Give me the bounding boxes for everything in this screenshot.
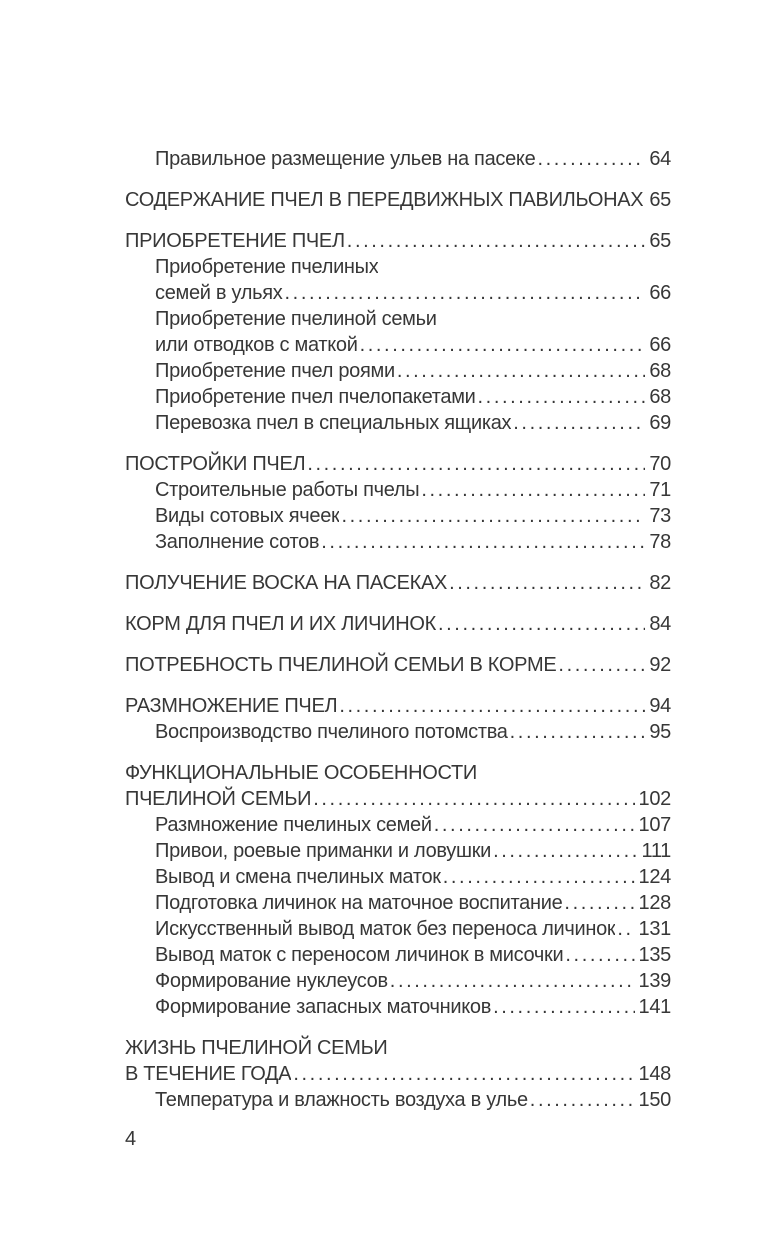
- toc-entry: [125, 786, 671, 812]
- toc-entry-page: 69: [649, 412, 671, 434]
- dot-leader: [421, 477, 645, 503]
- toc-entry-page: 141: [638, 996, 671, 1018]
- toc-entry-page: 73: [649, 505, 671, 527]
- dot-leader: [341, 503, 645, 529]
- dot-leader: [565, 942, 634, 968]
- toc-entry-page: 82: [649, 572, 671, 594]
- dot-leader: [513, 410, 645, 436]
- dot-leader: [443, 864, 635, 890]
- toc-entry-title: Строительные работы пчелы: [155, 479, 420, 501]
- toc-entry-title: ПОТРЕБНОСТЬ ПЧЕЛИНОЙ СЕМЬИ В КОРМЕ: [125, 654, 557, 676]
- toc-entry-title: Перевозка пчел в специальных ящиках: [155, 412, 512, 434]
- dot-leader: [360, 332, 646, 358]
- dot-leader: [530, 1087, 635, 1113]
- toc-entry: [125, 570, 671, 596]
- toc-entry-title: РАЗМНОЖЕНИЕ ПЧЕЛ: [125, 695, 338, 717]
- toc-entry-page: 70: [649, 453, 671, 475]
- toc-entry-page: 102: [638, 788, 671, 810]
- toc-entry-page: 68: [649, 360, 671, 382]
- toc-entry-title: Приобретение пчел пчелопакетами: [155, 386, 476, 408]
- toc-entry: [125, 306, 671, 332]
- dot-leader: [478, 384, 646, 410]
- toc-entry-title: ЖИЗНЬ ПЧЕЛИНОЙ СЕМЬИ: [125, 1037, 388, 1059]
- toc-entry-page: 111: [641, 840, 671, 862]
- toc-entry-page: 92: [649, 654, 671, 676]
- toc-entry-page: 135: [638, 944, 671, 966]
- toc-entry-title: КОРМ ДЛЯ ПЧЕЛ И ИХ ЛИЧИНОК: [125, 613, 436, 635]
- toc-entry: [125, 968, 671, 994]
- toc-entry: [125, 280, 671, 306]
- toc-entry-page: 66: [649, 282, 671, 304]
- toc-entry-title: Правильное размещение ульев на пасеке: [155, 148, 536, 170]
- dot-leader: [493, 838, 637, 864]
- toc-entry: [125, 384, 671, 410]
- toc-entry-page: 131: [638, 918, 671, 940]
- dot-leader: [537, 146, 645, 172]
- dot-leader: [493, 994, 634, 1020]
- toc-entry-title: Приобретение пчелиной семьи: [155, 308, 437, 330]
- dot-leader: [307, 451, 645, 477]
- toc-entry: [125, 187, 671, 213]
- toc-entry-title: ПОЛУЧЕНИЕ ВОСКА НА ПАСЕКАХ: [125, 572, 448, 594]
- toc-entry-page: 84: [649, 613, 671, 635]
- dot-leader: [293, 1061, 634, 1087]
- toc-entry-title: Воспроизводство пчелиного потомства: [155, 721, 508, 743]
- toc-entry-title: ПРИОБРЕТЕНИЕ ПЧЕЛ: [125, 230, 345, 252]
- toc-entry: [125, 916, 671, 942]
- toc-entry: [125, 410, 671, 436]
- toc-entry-title: Искусственный вывод маток без переноса личинок: [155, 918, 616, 940]
- toc-entry-title: Формирование запасных маточников: [155, 996, 492, 1018]
- toc-entry: [125, 1035, 671, 1061]
- toc-entry-page: 148: [638, 1063, 671, 1085]
- toc-entry: [125, 652, 671, 678]
- toc-list: [125, 146, 671, 1113]
- toc-entry: [125, 812, 671, 838]
- toc-entry: [125, 477, 671, 503]
- toc-entry-title: ПОСТРОЙКИ ПЧЕЛ: [125, 453, 306, 475]
- toc-entry-title: Вывод маток с переносом личинок в мисочки: [155, 944, 564, 966]
- dot-leader: [347, 228, 646, 254]
- toc-entry-title: Приобретение пчелиных: [155, 256, 379, 278]
- toc-entry: [125, 864, 671, 890]
- dot-leader: [510, 719, 646, 745]
- toc-entry-page: 95: [649, 721, 671, 743]
- toc-entry-page: 107: [638, 814, 671, 836]
- toc-entry-title: Вывод и смена пчелиных маток: [155, 866, 441, 888]
- toc-entry: [125, 451, 671, 477]
- toc-entry: [125, 719, 671, 745]
- dot-leader: [390, 968, 635, 994]
- dot-leader: [438, 611, 645, 637]
- toc-entry: [125, 994, 671, 1020]
- dot-leader: [449, 570, 645, 596]
- toc-entry: [125, 942, 671, 968]
- toc-entry-page: 64: [649, 148, 671, 170]
- dot-leader: [434, 812, 635, 838]
- toc-entry-page: 150: [638, 1089, 671, 1111]
- toc-entry-page: 94: [649, 695, 671, 717]
- toc-entry: [125, 838, 671, 864]
- toc-entry-title: Подготовка личинок на маточное воспитание: [155, 892, 563, 914]
- toc-entry: [125, 1087, 671, 1113]
- toc-entry: [125, 146, 671, 172]
- toc-entry-page: 66: [649, 334, 671, 356]
- toc-entry: [125, 228, 671, 254]
- toc-entry-title: Размножение пчелиных семей: [155, 814, 432, 836]
- toc-entry-title: Приобретение пчел роями: [155, 360, 395, 382]
- toc-entry-title: семей в ульях: [155, 282, 283, 304]
- toc-entry: [125, 890, 671, 916]
- toc-entry: [125, 760, 671, 786]
- dot-leader: [558, 652, 645, 678]
- toc-entry-title: Температура и влажность воздуха в улье: [155, 1089, 528, 1111]
- dot-leader: [397, 358, 646, 384]
- toc-entry-title: или отводков с маткой: [155, 334, 358, 356]
- toc-entry: [125, 332, 671, 358]
- dot-leader: [285, 280, 646, 306]
- toc-entry-title: ФУНКЦИОНАЛЬНЫЕ ОСОБЕННОСТИ: [125, 762, 477, 784]
- toc-entry-title: Формирование нуклеусов: [155, 970, 388, 992]
- toc-entry: [125, 1061, 671, 1087]
- toc-entry-page: 78: [649, 531, 671, 553]
- dot-leader: [313, 786, 634, 812]
- toc-entry: [125, 254, 671, 280]
- toc-entry-page: 124: [638, 866, 671, 888]
- toc-entry: [125, 503, 671, 529]
- toc-entry: [125, 611, 671, 637]
- toc-entry: [125, 358, 671, 384]
- toc-entry-page: 71: [649, 479, 671, 501]
- toc-entry: [125, 693, 671, 719]
- dot-leader: [339, 693, 645, 719]
- toc-entry-page: 68: [649, 386, 671, 408]
- toc-entry-title: Виды сотовых ячеек: [155, 505, 340, 527]
- toc-entry-page: 65: [649, 230, 671, 252]
- toc-entry-title: СОДЕРЖАНИЕ ПЧЕЛ В ПЕРЕДВИЖНЫХ ПАВИЛЬОНАХ: [125, 189, 644, 211]
- toc-entry-title: ПЧЕЛИНОЙ СЕМЬИ: [125, 788, 312, 810]
- toc-entry-page: 128: [638, 892, 671, 914]
- dot-leader: [617, 916, 634, 942]
- toc-entry-page: 139: [638, 970, 671, 992]
- page-number: 4: [125, 1128, 137, 1150]
- toc-entry-page: 65: [649, 189, 671, 211]
- toc-entry-title: Заполнение сотов: [155, 531, 320, 553]
- toc-entry-title: В ТЕЧЕНИЕ ГОДА: [125, 1063, 292, 1085]
- toc-entry: [125, 529, 671, 555]
- dot-leader: [321, 529, 645, 555]
- toc-entry-title: Привои, роевые приманки и ловушки: [155, 840, 492, 862]
- dot-leader: [564, 890, 634, 916]
